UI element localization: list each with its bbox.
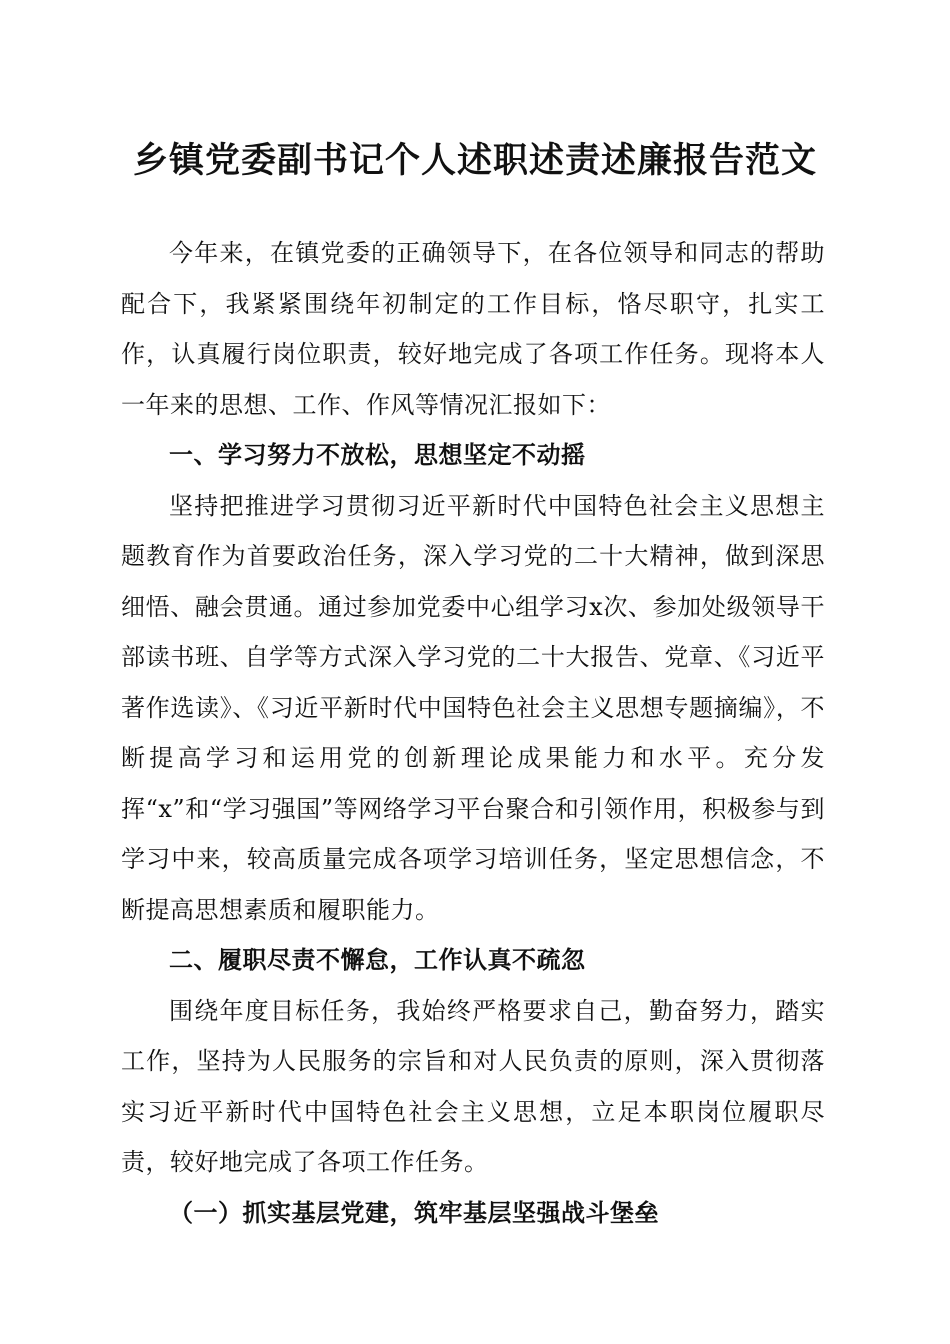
- section-2-heading: 二、履职尽责不懈怠，工作认真不疏忽: [169, 946, 586, 974]
- section-2-subheading-1: （一）抓实基层党建，筑牢基层坚强战斗堡垒: [169, 1197, 659, 1227]
- section-1-heading: 一、学习努力不放松，思想坚定不动摇: [169, 441, 586, 469]
- section-2-paragraph: 围绕年度目标任务，我始终严格要求自己，勤奋努力，踏实工作，坚持为人民服务的宗旨和对人民负责的原则，深入贯彻落实习近平新时代中国特色社会主义思想，立足本职岗位履职尽责，较好地完成了各项工作任务。: [121, 996, 825, 1176]
- document-title: 乡镇党委副书记个人述职述责述廉报告范文: [132, 140, 817, 181]
- document-body: [121, 228, 825, 1238]
- intro-paragraph: 今年来，在镇党委的正确领导下，在各位领导和同志的帮助配合下，我紧紧围绕年初制定的工作目标，恪尽职守，扎实工作，认真履行岗位职责，较好地完成了各项工作任务。现将本人一年来的思想、工作、作风等情况汇报如下：: [121, 239, 825, 419]
- section-1-paragraph: 坚持把推进学习贯彻习近平新时代中国特色社会主义思想主题教育作为首要政治任务，深入学习党的二十大精神，做到深思细悟、融会贯通。通过参加党委中心组学习x次、参加处级领导干部读书班、自学等方式深入学习党的二十大报告、党章、《习近平著作选读》、《习近平新时代中国特色社会主义思想专题摘编》，不断提高学习和运用党的创新理论成果能力和水平。充分发挥“x”和“学习强国”等网络学习平台聚合和引领作用，积极参与到学习中来，较高质量完成各项学习培训任务，坚定思想信念，不断提高思想素质和履职能力。: [121, 491, 825, 924]
